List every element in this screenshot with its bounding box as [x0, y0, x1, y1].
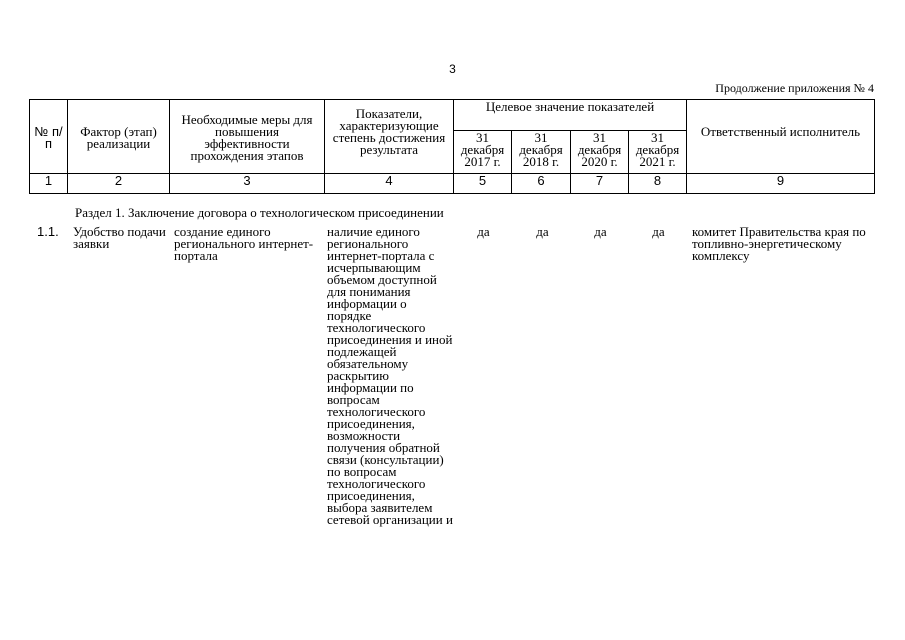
- row-measures: создание единого регионального интернет-портала: [174, 224, 314, 263]
- column-number: 7: [571, 174, 629, 194]
- column-number: 5: [454, 174, 512, 194]
- row-target-2020: да: [594, 224, 607, 239]
- row-target-2021: да: [652, 224, 665, 239]
- header-date-2017: 31 декабря 2017 г.: [454, 131, 512, 174]
- column-number: 3: [170, 174, 325, 194]
- header-date-2020: 31 декабря 2020 г.: [571, 131, 629, 174]
- row-factor: Удобство подачи заявки: [73, 224, 166, 251]
- row-target-2018: да: [536, 224, 549, 239]
- header-indicators: Показатели, характеризующие степень достижения результата: [325, 100, 454, 174]
- page-number: 3: [449, 62, 456, 76]
- row-responsible: комитет Правительства края по топливно-энергетическому комплексу: [692, 224, 866, 263]
- header-factor: Фактор (этап) реализации: [68, 100, 170, 174]
- column-number: 8: [629, 174, 687, 194]
- row-number: 1.1.: [37, 224, 59, 239]
- header-responsible: Ответственный исполнитель: [687, 100, 875, 174]
- header-date-2018: 31 декабря 2018 г.: [512, 131, 571, 174]
- row-indicators: наличие единого регионального интернет-портала с исчерпывающим объемом доступной для понимания информации о порядке технологического присоединения и иной подлежащей обязательному раскрытию информации по вопросам технологического присоединения, возможности получения обратной связи (консультации) по вопросам технологического присоединения, выбора заявителем сетевой организации и: [327, 224, 453, 527]
- column-number: 9: [687, 174, 875, 194]
- header-date-2021: 31 декабря 2021 г.: [629, 131, 687, 174]
- column-number: 6: [512, 174, 571, 194]
- section-title: Раздел 1. Заключение договора о технологическом присоединении: [75, 205, 444, 220]
- column-number: 1: [30, 174, 68, 194]
- header-target-group: Целевое значение показателей: [454, 100, 687, 131]
- column-number: 4: [325, 174, 454, 194]
- column-number: 2: [68, 174, 170, 194]
- header-table: [29, 99, 875, 194]
- column-numbers-row: [30, 174, 875, 194]
- header-measures: Необходимые меры для повышения эффективности прохождения этапов: [170, 100, 325, 174]
- row-target-2017: да: [477, 224, 490, 239]
- header-num: № п/п: [30, 100, 68, 174]
- appendix-label: Продолжение приложения № 4: [715, 81, 874, 95]
